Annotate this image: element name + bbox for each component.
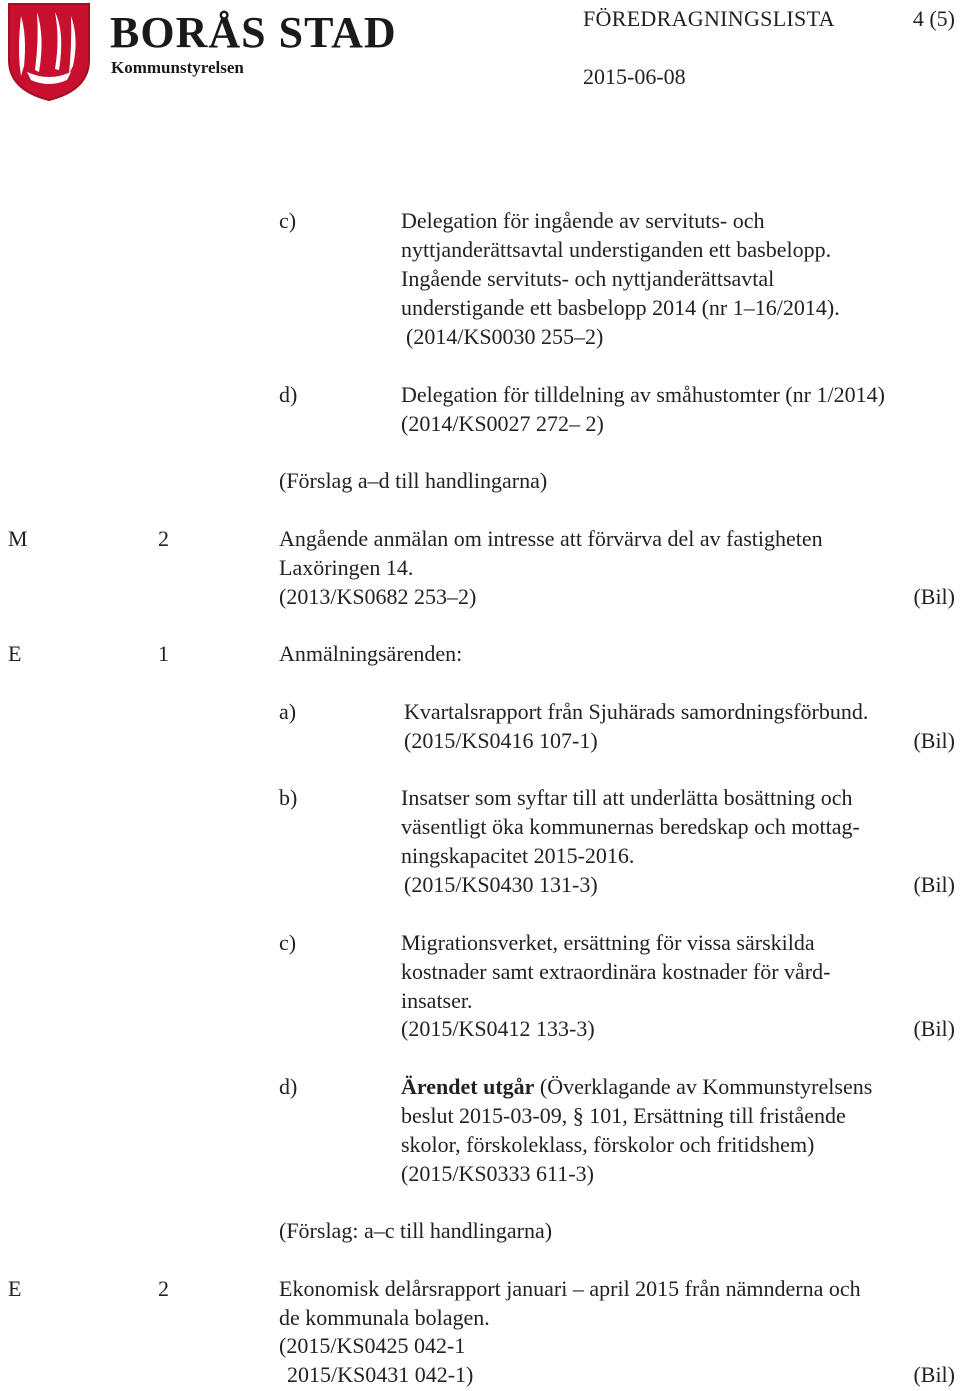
item-d-line1: Delegation för tilldelning av småhustomter (nr 1/2014) [401,382,885,407]
e1-title: Anmälningsärenden: [279,641,463,666]
item-d-label: d) [279,382,298,407]
document-date: 2015-06-08 [583,64,686,89]
document-title: FÖREDRAGNINGSLISTA [583,6,835,31]
item-c-line1: Delegation för ingående av servituts- och [401,208,765,233]
e2-reference1: (2015/KS0425 042-1 [279,1333,466,1358]
e1b-attachment: (Bil) [913,872,955,897]
e1c-attachment: (Bil) [913,1016,955,1041]
m2-attachment: (Bil) [913,584,955,609]
proposal-a-d: (Förslag a–d till handlingarna) [279,468,548,493]
item-c-reference: (2014/KS0030 255–2) [406,324,604,349]
e1c-line2: kostnader samt extraordinära kostnader för vård- [401,959,831,984]
e1b-label: b) [279,785,298,810]
m2-line1: Angående anmälan om intresse att förvärva del av fastigheten [279,526,823,551]
e1c-line1: Migrationsverket, ersättning för vissa särskilda [401,930,815,955]
e1d-line3: skolor, förskoleklass, förskolor och fritidshem) [401,1132,815,1157]
m2-number: 2 [158,526,169,551]
e1-number: 1 [158,641,169,666]
e1b-line3: ningskapacitet 2015-2016. [401,843,635,868]
item-c-line2: nyttjanderättsavtal understiganden ett basbelopp. [401,237,832,262]
e1c-reference: (2015/KS0412 133-3) [401,1016,595,1041]
org-name: BORÅS STAD [110,8,397,57]
e2-number: 2 [158,1276,169,1301]
item-c-line4: understigande ett basbelopp 2014 (nr 1–16/2014). [401,295,840,320]
e2-reference2: 2015/KS0431 042-1) [287,1362,474,1387]
e1c-label: c) [279,930,297,955]
dept-name: Kommunstyrelsen [111,58,244,77]
e1b-line1: Insatser som syftar till att underlätta bosättning och [401,785,853,810]
item-d-reference: (2014/KS0027 272– 2) [401,411,604,436]
e1d-line1-text: (Överklagande av Kommunstyrelsens [534,1074,873,1099]
e1d-reference: (2015/KS0333 611-3) [401,1161,594,1186]
e1-type: E [8,641,22,666]
e1a-label: a) [279,699,297,724]
m2-reference: (2013/KS0682 253–2) [279,584,477,609]
page-number: 4 (5) [912,6,955,31]
item-c-line3: Ingående servituts- och nyttjanderättsavtal [401,266,775,291]
e1d-withdrawn-bold: Ärendet utgår [401,1074,535,1099]
e2-line2: de kommunala bolagen. [279,1305,490,1330]
item-c-label: c) [279,208,297,233]
e1c-line3: insatser. [401,988,473,1013]
m2-type: M [8,526,28,551]
e2-attachment: (Bil) [913,1362,955,1387]
e2-type: E [8,1276,22,1301]
e2-line1: Ekonomisk delårsrapport januari – april 2015 från nämnderna och [279,1276,861,1301]
e1b-line2: väsentligt öka kommunernas beredskap och mottag- [401,814,860,839]
e1d-line2: beslut 2015-03-09, § 101, Ersättning till fristående [401,1103,846,1128]
e1a-reference: (2015/KS0416 107-1) [404,728,598,753]
e1d-line1 [401,1072,872,1101]
m2-line2: Laxöringen 14. [279,555,414,580]
boras-coat-of-arms-logo [7,2,91,102]
proposal-a-c: (Förslag: a–c till handlingarna) [279,1218,553,1243]
e1d-label: d) [279,1074,298,1099]
e1b-reference: (2015/KS0430 131-3) [404,872,598,897]
e1a-attachment: (Bil) [913,728,955,753]
e1a-line1: Kvartalsrapport från Sjuhärads samordningsförbund. [404,699,869,724]
